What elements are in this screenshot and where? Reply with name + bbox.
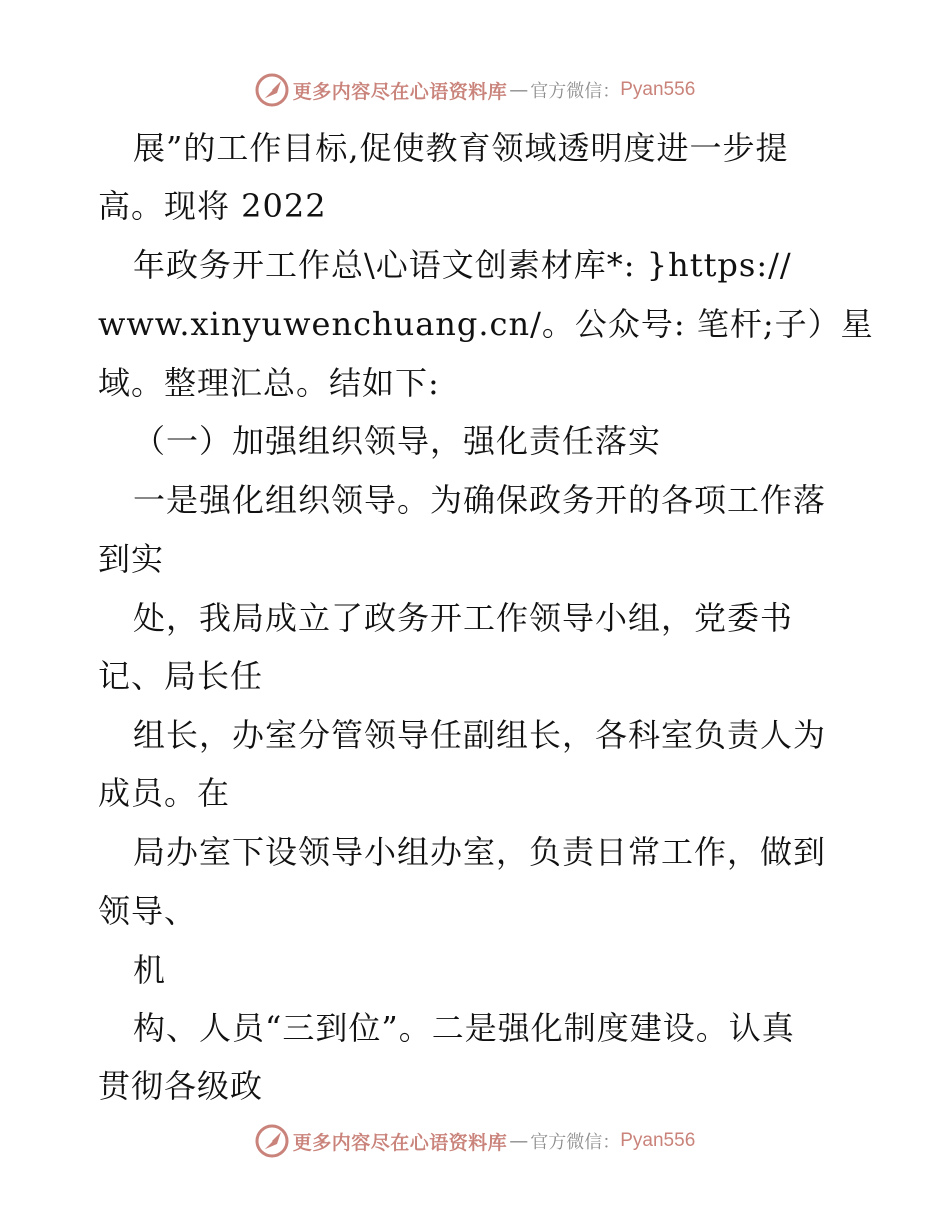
- text-line: 记、局长任: [98, 657, 264, 695]
- section-heading: （一）加强组织领导，强化责任落实: [133, 422, 662, 460]
- quill-logo-icon: [255, 1124, 289, 1158]
- text-line: www.xinyuwenchuang.cn/。公众号: 笔杆;子）星: [98, 305, 874, 343]
- banner-wechat-id: Pyan556: [620, 1130, 696, 1151]
- text-line: 机: [133, 951, 167, 989]
- banner-wechat-label: 官方微信：: [530, 81, 621, 102]
- text-line: 贯彻各级政: [98, 1067, 264, 1105]
- banner-separator: —: [509, 79, 529, 101]
- text-line: 局办室下设领导小组办室，负责日常工作，做到: [133, 833, 827, 871]
- text-line: 域。整理汇总。结如下:: [98, 364, 440, 402]
- header-banner: [0, 70, 950, 110]
- text-line: 成员。在: [98, 774, 231, 812]
- text-line: 高。现将 2022: [98, 187, 327, 225]
- footer-banner: [0, 1121, 950, 1161]
- banner-wechat-label: 官方微信：: [530, 1132, 621, 1153]
- text-line: 构、人员“三到位”。二是强化制度建设。认真: [133, 1009, 795, 1047]
- text-line: 年政务开工作总\心语文创素材库*: }https://: [133, 246, 792, 284]
- banner-main-text: 更多内容尽在心语资料库: [292, 80, 508, 103]
- banner-main-text: 更多内容尽在心语资料库: [292, 1131, 508, 1154]
- quill-logo-icon: [255, 73, 289, 107]
- text-line: 组长，办室分管领导任副组长，各科室负责人为: [133, 716, 827, 754]
- text-line: 处，我局成立了政务开工作领导小组，党委书: [133, 599, 794, 637]
- text-line: 领导、: [98, 892, 198, 930]
- text-line: 展”的工作目标,促使教育领域透明度进一步提: [133, 129, 789, 167]
- text-line: 一是强化组织领导。为确保政务开的各项工作落: [133, 481, 827, 519]
- banner-separator: —: [509, 1130, 529, 1152]
- text-line: 到实: [98, 540, 165, 578]
- banner-wechat-id: Pyan556: [620, 79, 696, 100]
